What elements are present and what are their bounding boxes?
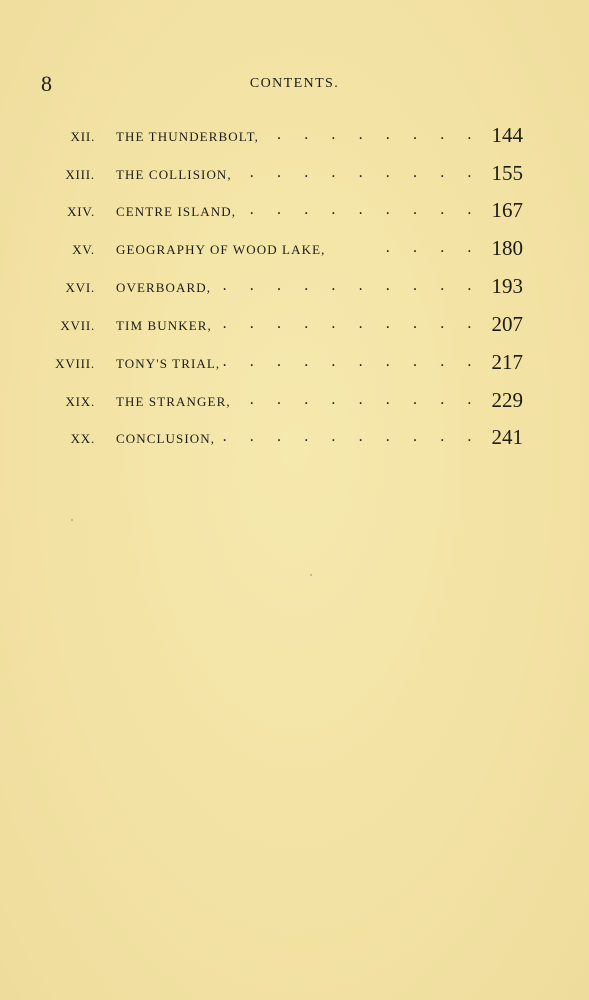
toc-entry	[0, 162, 589, 186]
chapter-number: XVI.	[65, 280, 95, 295]
page-ref: 229	[491, 388, 523, 412]
page-ref: 155	[491, 161, 523, 185]
dot-leader: . . . . . . . . . .	[222, 277, 481, 294]
chapter-title: THE THUNDERBOLT,	[116, 129, 260, 144]
chapter-number: XVII.	[60, 318, 95, 333]
chapter-number: XII.	[70, 129, 95, 144]
chapter-number: XIX.	[65, 394, 95, 409]
page-ref: 217	[491, 350, 523, 374]
chapter-number: XIV.	[67, 204, 95, 219]
chapter-number: XX.	[70, 431, 95, 446]
chapter-title: CENTRE ISLAND,	[116, 204, 237, 219]
toc-entry	[0, 389, 589, 413]
page-ref: 193	[491, 274, 523, 298]
chapter-title: CONCLUSION,	[116, 431, 216, 446]
chapter-title: GEOGRAPHY OF WOOD LAKE,	[116, 242, 326, 257]
running-head: CONTENTS.	[249, 76, 340, 91]
chapter-title: THE COLLISION,	[116, 167, 232, 182]
page-ref: 144	[491, 123, 523, 147]
toc-entry	[0, 275, 589, 299]
toc-entry	[0, 124, 589, 148]
dot-leader: . . . . . . . . .	[249, 164, 481, 181]
chapter-title: TIM BUNKER,	[116, 318, 212, 333]
chapter-title: THE STRANGER,	[116, 394, 231, 409]
dot-leader: . . . . . . . .	[277, 126, 481, 143]
dot-leader: . . . . . . . . . .	[222, 315, 481, 332]
paper-speck	[310, 574, 312, 576]
toc-entry	[0, 426, 589, 450]
page-ref: 241	[491, 425, 523, 449]
page-ref: 167	[491, 198, 523, 222]
page-ref: 207	[491, 312, 523, 336]
chapter-number: XVIII.	[55, 356, 95, 371]
dot-leader: . . . .	[385, 239, 481, 256]
chapter-number: XIII.	[65, 167, 95, 182]
toc-entry	[0, 237, 589, 261]
chapter-title: OVERBOARD,	[116, 280, 212, 295]
toc-entry	[0, 199, 589, 223]
page-ref: 180	[491, 236, 523, 260]
toc-entry	[0, 351, 589, 375]
dot-leader: . . . . . . . . .	[249, 391, 481, 408]
paper-speck	[71, 519, 73, 521]
dot-leader: . . . . . . . . . .	[222, 353, 481, 370]
dot-leader: . . . . . . . . .	[249, 201, 481, 218]
toc-entry	[0, 313, 589, 337]
page-number: 8	[41, 71, 52, 96]
dot-leader: . . . . . . . . . .	[222, 428, 481, 445]
chapter-number: XV.	[72, 242, 95, 257]
chapter-title: TONY'S TRIAL,	[116, 356, 221, 371]
